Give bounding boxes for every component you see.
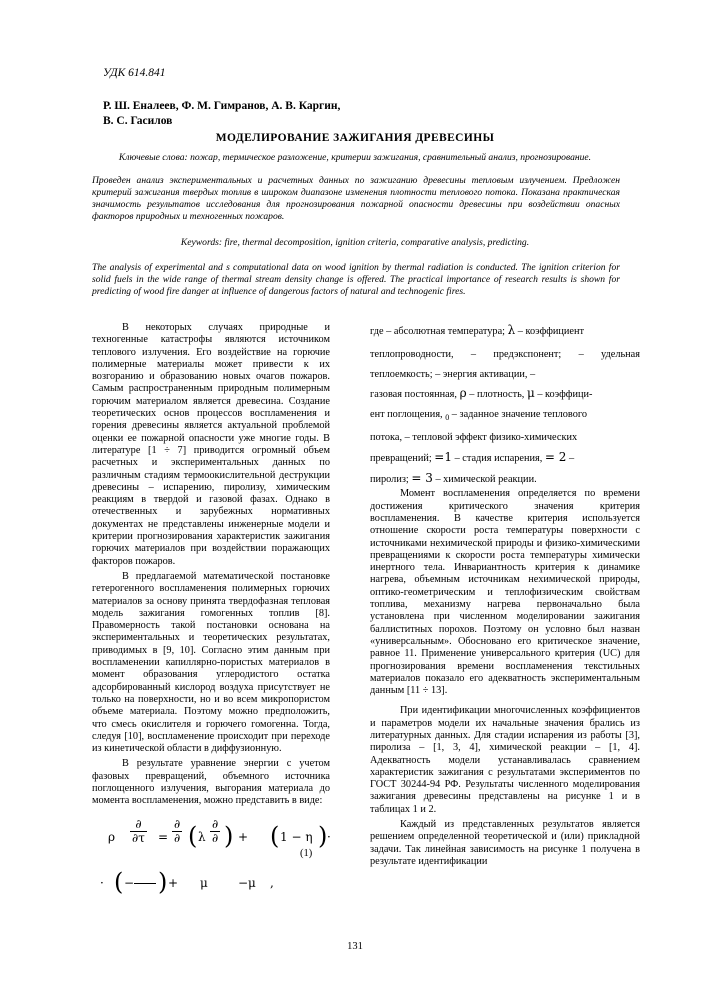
eq-comma: , [270, 876, 274, 890]
right-paragraph-3: Каждый из представленных результатов является решением определенной теоретической и (или) прикладной задачи. Так линейная зависимость на рисунке 1 получена в результате идентификации [370, 819, 640, 867]
left-paragraph-3: В результате уравнение энергии с учетом фазовых превращений, объемного источника поглощенного излучения, выгорания материала до момента воспламенения, можно представить в виде: [92, 758, 330, 807]
eq-plus-2: + [168, 876, 179, 890]
eq-plus-1: + [238, 830, 249, 844]
eq-frac-dt [130, 818, 147, 845]
right-paragraph-1: Момент воспламенения определяется по времени достижения критического значения критерия воспламенения. В качестве критерия используется отношение скорости роста температуры поверхности с источниками нехимической природы и физико-химическими превращениями к скорости роста температуры химически инертного тела. Инвариантность критерия к динамике нагрева, объемным источникам нехимической природы, оптико-геометрическим и теплофизическим свойствам топлива, механизму нагрева первоначально была установлена при численном моделировании зажигания баллиститных порохов. Поэтому он условно был назван «универсальным». Обосновано его критическое значение, равное 11. Применение универсального критерия (UC) для прогнозирования времени воспламенения текстильных материалов показало его адекватность экспериментальным данным [11 ÷ 13]. [370, 488, 640, 697]
udk-code: УДК 614.841 [103, 67, 166, 79]
defs-line-1: где – абсолютная температура; λ – коэффициент [370, 323, 585, 337]
defs-line-6: превращений; =1 – стадия испарения, = 2 – [370, 450, 575, 465]
eq-dot-2: · [100, 876, 104, 890]
equation-1: ρ ∂ ∂τ = ∂ ∂ ( λ ∂ ∂ ) + ( 1 − η ) · · ( − ) + μ −μ , (1) [100, 817, 331, 896]
eq-frac-outer-num: ∂ [174, 817, 181, 831]
eq-frac-inner-num: ∂ [212, 817, 219, 831]
eq-one-minus-eta: 1 − η [280, 830, 313, 844]
defs-line-4: ент поглощения, $_0$ – заданное значение теплового [370, 409, 587, 423]
defs-line-7: пиролиз; = 3 – химической реакции. [370, 471, 537, 486]
authors [103, 99, 623, 129]
symbol-lambda: λ [507, 323, 516, 337]
index-three: = 3 [411, 471, 433, 486]
authors-line-1: Р. Ш. Еналеев, Ф. М. Гимранов, А. В. Каргин, [103, 100, 341, 112]
eq-frac-inner [210, 818, 220, 845]
authors-line-2: В. С. Гасилов [103, 115, 173, 127]
abstract-en: The analysis of experimental and s computational data on wood ignition by thermal radiation is conducted. The ignition criterion for solid fuels in the wide range of thermal stream density change is offered. The practical importance of research results is shown for predicting of wood fire danger at influence of dangerous factors of natural and technogenic fires. [92, 262, 620, 297]
eq-mu: μ [200, 876, 208, 890]
keywords-en: Keywords: fire, thermal decomposition, ignition criteria, comparative analysis, predicting. [180, 237, 530, 248]
paper-title: МОДЕЛИРОВАНИЕ ЗАЖИГАНИЯ ДРЕВЕСИНЫ [215, 132, 495, 144]
eq-rho: ρ [108, 830, 116, 844]
left-column [92, 322, 330, 808]
eq-frac-outer [172, 818, 182, 845]
symbol-mu: μ [526, 386, 535, 400]
left-paragraph-2: В предлагаемой математической постановке гетерогенного воспламенения полимерных горючих материалов за основу принята твердофазная тепловая модель зажигания гомогенных топлив [8]. Правомерность такой постановки основана на экспериментальных и теоретических результатах, приводимых в [9, 10]. Согласно этим данным при воспламенении капиллярно-пористых материалов в момент образования углеродистого остатка адсорбированный кислород воздуха присутствует не только на поверхности, но и во всем микропористом объеме материала. Поэтому можно предположить, что смесь окислителя и горючего гомогенна. Тогда, следуя [10], воспламенение происходит при переходе из кинетической области в диффузионную. [92, 570, 330, 755]
eq-lambda: λ [198, 830, 206, 844]
right-column [370, 324, 640, 868]
eq-minus-mu: −μ [238, 876, 256, 890]
eq-frac-inner-den: ∂ [212, 831, 219, 845]
symbol-subscript-zero: 0 [445, 413, 450, 423]
defs-line-5: потока, – тепловой эффект физико-химических [370, 432, 578, 444]
eq-frac-dt-num: ∂ [130, 818, 147, 832]
eq-frac-outer-den: ∂ [174, 831, 181, 845]
eq-frac-dt-den: ∂τ [132, 831, 145, 845]
equation-number: (1) [300, 848, 313, 859]
defs-line-2: теплопроводности, – предэкспонент; – удельная теплоемкость; – энергия активации, – [370, 349, 640, 380]
symbol-rho: ρ [459, 386, 467, 400]
keywords-ru: Ключевые слова: пожар, термическое разложение, критерии зажигания, сравнительный анализ, прогнозирование. [118, 152, 592, 163]
index-two: = 2 [544, 450, 567, 465]
right-paragraph-2: При идентификации многочисленных коэффициентов и параметров модели их начальные значения брались из литературных данных. Для стадии испарения из работы [3], пиролиза – [1, 3, 4], химической реакции – [1, 4]. Адекватность модели устанавливалась сравнением характеристик зажигания с результатами экспериментов по ГОСТ 30244-94 РФ. Результаты численного моделирования зажигания древесины представлены на рисунке 1 и в таблицах 1 и 2. [370, 705, 640, 815]
defs-line-3: газовая постоянная, ρ – плотность, μ – коэффици- [370, 386, 593, 400]
eq-dot-1: · [327, 830, 331, 844]
symbol-definitions [370, 324, 640, 486]
page-number: 131 [347, 941, 363, 952]
abstract-ru: Проведен анализ экспериментальных и расчетных данных по зажиганию древесины тепловым излучением. Предложен критерий зажигания твердых топлив в широком диапазоне изменения плотности теплового потока. Показана практическая значимость результатов исследования для прогнозирования пожарной опасности древесины при воздействии опасных факторов природных и техногенных пожаров. [92, 175, 620, 222]
index-one: =1 [434, 450, 452, 465]
left-paragraph-1: В некоторых случаях природные и техногенные катастрофы являются источником теплового излучения. Его воздействие на горючие полимерные материалы может привести к их возгоранию и образованию новых очагов пожаров. Самым распространенным природным полимерным горючим материалом является древесина. Создание теоретических основ процессов воспламенения и горения древесины является актуальной проблемой оценки ее пожарной опасности уже многие годы. В литературе [1 ÷ 7] приводится огромный объем расчетных и экспериментальных данных по различным стадиям термоокислительной деструкции древесины – испарению, пиролизу, химическим реакциям в твердой и газовой фазах. Однако в отечественных и зарубежных нормативных документах не представлены инженерные модели и критерии прогнозирования характеристик зажигания горючих материалов при воздействии поражающих факторов пожаров. [92, 322, 330, 567]
